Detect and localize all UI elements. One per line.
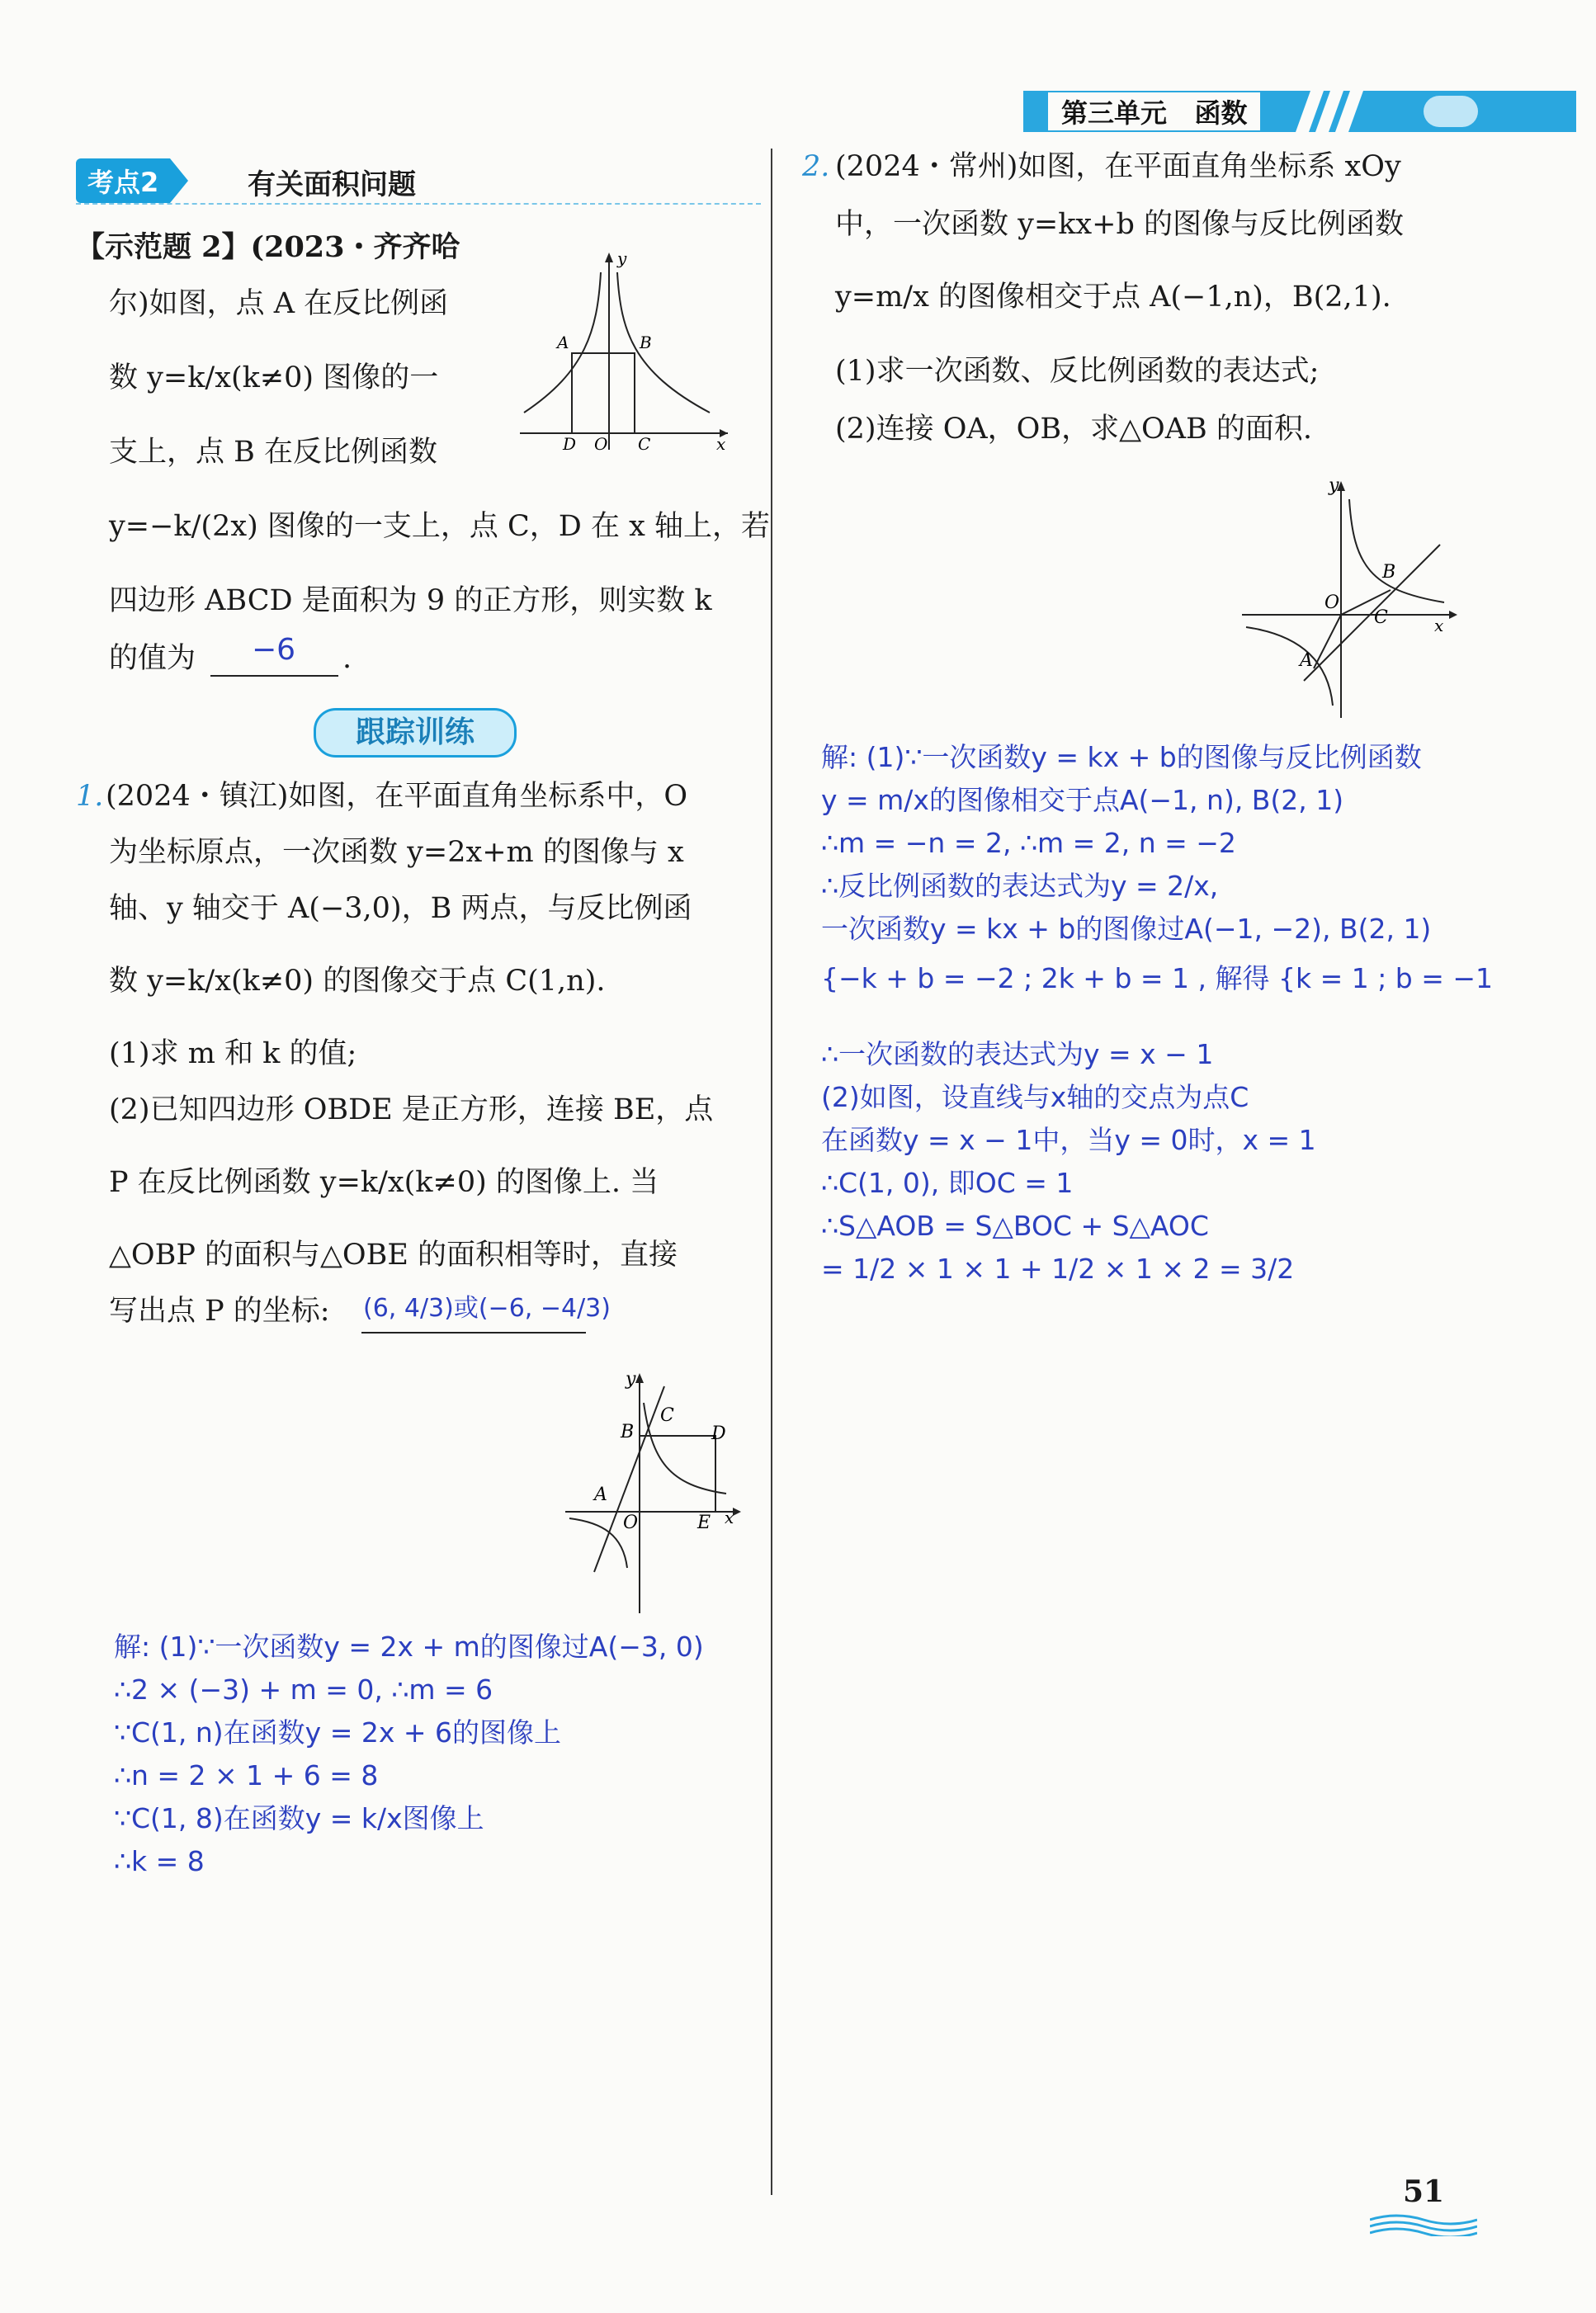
q1-line-2: 轴、y 轴交于 A(−3,0)，B 两点，与反比例函 — [109, 892, 692, 925]
fig-ex-label-C: C — [638, 434, 651, 454]
example-line-6: 的值为 — [109, 642, 196, 675]
q2-line-1: 中，一次函数 y=kx+b 的图像与反比例函数 — [835, 208, 1405, 241]
q1-line-7: △OBP 的面积与△OBE 的面积相等时，直接 — [109, 1239, 678, 1272]
fig-q1-label-A: A — [594, 1485, 607, 1505]
q2-solution-1: y = m/x的图像相交于点A(−1, n), B(2, 1) — [821, 784, 1344, 816]
q1-solution-2: ∵C(1, n)在函数y = 2x + 6的图像上 — [114, 1716, 561, 1749]
q1-answer: (6, 4/3)或(−6, −4/3) — [363, 1294, 611, 1323]
fig-q1-label-E: E — [697, 1513, 711, 1533]
fig-q2-label-B: B — [1382, 562, 1396, 583]
header-stripes — [1296, 91, 1370, 132]
q1-solution-1: ∴2 × (−3) + m = 0, ∴m = 6 — [114, 1673, 493, 1706]
example-line-2: 数 y=k/x(k≠0) 图像的一 — [109, 361, 439, 394]
header-title — [1048, 92, 1260, 130]
q2-solution-0: 解: (1)∵一次函数y = kx + b的图像与反比例函数 — [821, 741, 1422, 773]
fig-q2-label-A: A — [1300, 650, 1313, 671]
q1-figure — [561, 1370, 751, 1617]
example-line-1: 尔)如图，点 A 在反比例函 — [109, 287, 449, 320]
q2-number: 2. — [802, 150, 830, 183]
fig-ex-label-D: D — [563, 434, 577, 454]
q2-solution-11: = 1/2 × 1 × 1 + 1/2 × 1 × 2 = 3/2 — [821, 1253, 1295, 1285]
q2-solution-8: 在函数y = x − 1中，当y = 0时，x = 1 — [821, 1124, 1316, 1156]
q2-line-2: y=m/x 的图像相交于点 A(−1,n)，B(2,1). — [835, 281, 1391, 314]
q2-solution-4: 一次函数y = kx + b的图像过A(−1, −2), B(2, 1) — [821, 913, 1432, 945]
q1-answer-blank — [361, 1332, 586, 1334]
q2-solution-9: ∴C(1, 0), 即OC = 1 — [821, 1167, 1074, 1199]
q2-solution-7: (2)如图，设直线与x轴的交点为点C — [821, 1081, 1249, 1113]
example-line-5: 四边形 ABCD 是面积为 9 的正方形，则实数 k — [109, 584, 712, 617]
q1-line-0: (2024・镇江)如图，在平面直角坐标系中，O — [106, 780, 688, 813]
q2-solution-5: {−k + b = −2 ; 2k + b = 1 , 解得 {k = 1 ; b = −1 — [821, 962, 1494, 994]
example-answer-blank — [210, 675, 338, 677]
page-number-wave-icon — [1370, 2212, 1477, 2236]
fig-ex-label-y: y — [617, 248, 627, 268]
section-rule — [76, 203, 761, 205]
example-line-4: y=−k/(2x) 图像的一支上，点 C，D 在 x 轴上，若 — [109, 510, 770, 543]
fig-q1-label-x: x — [725, 1508, 734, 1527]
fig-q1-label-B: B — [621, 1422, 635, 1442]
q1-solution-3: ∴n = 2 × 1 + 6 = 8 — [114, 1759, 379, 1791]
q1-line-4: (1)求 m 和 k 的值; — [109, 1037, 357, 1070]
fig-q1-label-C: C — [660, 1405, 674, 1426]
q1-solution-5: ∴k = 8 — [114, 1845, 205, 1877]
example-line-0: 【示范题 2】(2023・齐齐哈 — [76, 230, 460, 264]
header-unit: 第三单元 — [1061, 97, 1168, 129]
section-badge-label: 考点2 — [76, 158, 170, 203]
fig-q1-label-D: D — [711, 1423, 726, 1444]
header-chapter: 函数 — [1194, 97, 1248, 129]
q1-line-3: 数 y=k/x(k≠0) 的图像交于点 C(1,n). — [109, 965, 606, 998]
fig-ex-label-B: B — [640, 333, 652, 352]
q1-line-1: 为坐标原点，一次函数 y=2x+m 的图像与 x — [109, 836, 684, 869]
header-logo-icon — [1424, 96, 1478, 127]
q2-solution-2: ∴m = −n = 2, ∴m = 2, n = −2 — [821, 827, 1236, 859]
section-badge — [76, 158, 188, 203]
fig-ex-label-A: A — [557, 333, 569, 352]
fig-q2-label-y: y — [1329, 475, 1339, 496]
q2-line-4: (2)连接 OA，OB，求△OAB 的面积. — [835, 413, 1312, 446]
fig-q2-label-O: O — [1324, 592, 1340, 613]
section-title: 有关面积问题 — [248, 168, 416, 201]
q1-solution-0: 解: (1)∵一次函数y = 2x + m的图像过A(−3, 0) — [114, 1631, 704, 1663]
page-number: 51 — [1403, 2174, 1445, 2209]
example-figure — [512, 248, 734, 454]
training-badge: 跟踪训练 — [314, 708, 517, 758]
q2-solution-10: ∴S△AOB = S△BOC + S△AOC — [821, 1210, 1209, 1242]
fig-q1-label-O: O — [623, 1513, 639, 1533]
q1-line-8: 写出点 P 的坐标: — [109, 1295, 330, 1328]
q2-figure — [1238, 474, 1461, 722]
q2-solution-6: ∴一次函数的表达式为y = x − 1 — [821, 1038, 1214, 1070]
q2-line-3: (1)求一次函数、反比例函数的表达式; — [835, 355, 1320, 388]
fig-q2-label-x: x — [1434, 616, 1444, 635]
q1-line-6: P 在反比例函数 y=k/x(k≠0) 的图像上. 当 — [109, 1166, 659, 1199]
fig-ex-label-x: x — [716, 434, 726, 454]
example-answer: −6 — [252, 633, 296, 667]
example-end: . — [342, 642, 352, 675]
q2-line-0: (2024・常州)如图，在平面直角坐标系 xOy — [835, 150, 1401, 183]
column-divider — [771, 149, 772, 2195]
q1-solution-4: ∵C(1, 8)在函数y = k/x图像上 — [114, 1802, 484, 1834]
fig-q1-label-y: y — [626, 1370, 636, 1390]
section-badge-arrow-icon — [170, 158, 188, 203]
q2-solution-3: ∴反比例函数的表达式为y = 2/x, — [821, 870, 1219, 902]
q1-number: 1. — [76, 780, 104, 813]
fig-q2-label-C: C — [1374, 607, 1388, 628]
q1-line-5: (2)已知四边形 OBDE 是正方形，连接 BE，点 — [109, 1093, 714, 1126]
example-line-3: 支上，点 B 在反比例函数 — [109, 436, 437, 469]
fig-ex-label-O: O — [594, 434, 608, 454]
